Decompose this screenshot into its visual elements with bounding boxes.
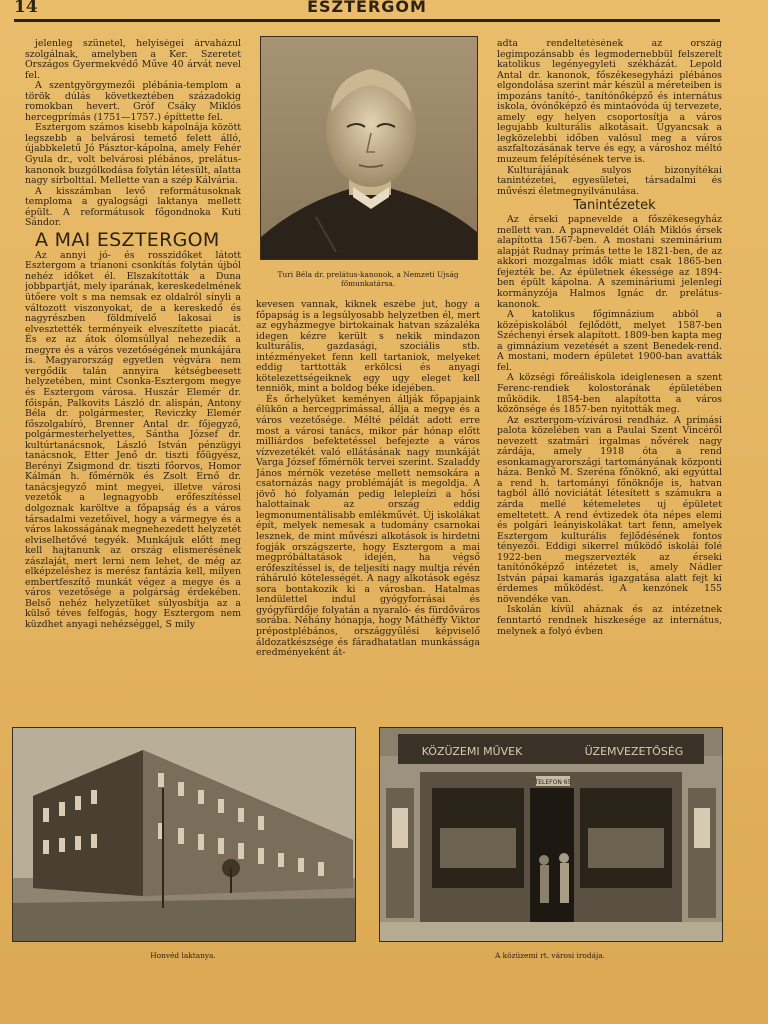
portrait-photo: [260, 36, 478, 260]
paragraph: Az érseki papnevelde a főszékesegyház mellett van. A papneveldét Oláh Miklós érsek alapította 1567-ben. A mostani szeminárium alapját Rudnay prímás tette le 1821-ben, de az akkori mozgalmas idők miatt csak 1865-ben fejezték be. Az épületnek ékessége az 1894-ben épült kápolna. A szemináriumi jelenlegi kormányzója Halmos Ignác dr. prelátus-kanonok.: [497, 214, 722, 310]
shop-photo: [379, 727, 723, 942]
page-header: [14, 0, 720, 20]
paragraph: Esztergom számos kisebb kápolnája között legszebb a belvárosi temető felett álló, újabbkeletű Jó Pásztor-kápolna, amely Fehér Gyula dr., volt belvárosi plébános, prelátus-kanonok buzgólkodása folytán létesült, alatta nagy sírbolttal. Mellette van a szép Kálvária.: [25, 122, 241, 187]
article-heading: A MAI ESZTERGOM: [35, 228, 220, 251]
sign-left: KÖZÜZEMI MŰVEK: [421, 745, 523, 758]
paragraph: jelenleg szünetel, helyiségei árvaházul szolgálnak, amelyben a Ker. Szeretet Országos Gyermekvédő Műve 40 árvát nevel fel.: [25, 39, 241, 81]
column-2: [256, 300, 480, 711]
paragraph: Az esztergom-vízivárosi rendház. A prímási palota közelében van a Paulai Szent Vincéről nevezett szatmári irgalmas nővérek nagy zárdája, amely 1918 óta a rend esonkamagyarországi tartományának központi háza. Benkő M. Szeréna főnöknő, aki egyúttal a rend h. tartományi főnöknője is, hatvan tagból álló noviciátát létesített s számukra a zárda mellé kétemeletes uj épületet emeltetett. A rend évtizedek óta népes elemi és polgári leányiskolákat tart fenn, amelyek Esztergom kulturális fejlődésének fontos tényezői. Eddigi sikerrel működő iskolái folé 1922-ben megszervezték az érseki tanítónőképző intézetet is, amely Nádler István pápai kamarás igazgatása alatt fejt ki érdemes működést. A kenzónek 155 növendéke van.: [497, 414, 722, 605]
paragraph: Az annyi jó- és rosszidőket látott Esztergom a trianoni csonkítás folytán újból nehéz időket él. Elszakították a Duna jobbpartját, mely iparának, kereskedelmének ütőere volt s ma nemsak ez oldalról sínyli a változott viszonyokat, de a kereskedő és nagyrészben földmívelő lakosai is elvesztették terményeik elveszítette piacát. És ez az átok ólomsúllyal nehezedik a megyre és a város vezetőségének munkájára is. Magyarország egyetlen végvára nem vergődik talán annyira kétségbeesett helyzetében, mint Csonka-Esztergom megye és Esztergom városa. Huszár Elemér dr. főispán, Palkovits László dr. alispán, Antony Béla dr. polgármester, Reviczky Elemér főszolgabíró, Brenner Antal dr. főjegyző, polgármesterhelyettes, Sántha József dr. kultúrtanácsnok, László István pénzügyi tanácsnok, Etter Jenő dr. tiszti főügyész, Berényi Zsigmond dr. tiszti főorvos, Homor Kálmán h. főmérnök és Zsolt Ernő dr. tanácsjegyző mint megyei, illetve városi vezetők a legnagyobb erőfeszítéssel dolgoznak karöltve a főpapság és a város társadalmi vezetőivel, hogy a vármegye és a város lakosságának megnehezedett helyzetét elviselhetővé tegyék. Munkájuk előtt meg kell hajtanunk az ország elismerésének zászlaját, mert lerni nem lehet, de még az elképzeléshez is merész fantázia kell, milyen embertfeszítő munkát végez a megye és a város vezetősége a polgárság érdekében. Belső nehéz helyzetüket súlyosbítja az a külső téves felfogás, hogy Esztergom nem küzdhet anyagi nehézséggel, S mily: [25, 249, 241, 630]
sign-phone: TELEFON 65: [534, 779, 572, 786]
page-title: ESZTERGOM: [307, 0, 427, 16]
paragraph: A községi főreáliskola ideiglenesen a szent Ferenc-rendiek kolostorának épületében működik. 1854-ben alapította a város közönsége és 1857-ben nyitották meg.: [497, 372, 722, 416]
page-number: 14: [14, 0, 38, 17]
column-1: [25, 39, 241, 711]
header-rule: [14, 19, 720, 22]
portrait-image: [261, 37, 477, 259]
paragraph: A katolikus főgimnázium abból a középiskolából fejlődött, melyet 1587-ben Széchenyi érsek alapított. 1809-ben kapta meg a gimnázium vezetését a szent Benedek-rend. A mostani, modern épületet 1900-ban avatták fel.: [497, 309, 722, 373]
paragraph: A kisszámban levő reformátusoknak temploma a gyalogsági laktanya mellett épült. A reformátusok főgondnoka Kuti Sándor.: [25, 185, 241, 229]
portrait-caption: Turi Béla dr. prelátus-kanonok, a Nemzeti Ujság főmunkatársa.: [277, 270, 459, 288]
barracks-caption: Honvéd laktanya.: [150, 951, 216, 960]
barracks-photo: [12, 727, 356, 942]
paragraph: kevesen vannak, kiknek eszébe jut, hogy a főpapság is a legsúlyosabb helyzetben él, mert az egyházmegye birtokainak hatvan százaléka idegen kézre került s nekik mindazon kulturális, gazdasági, szociális stb. intézményeket fenn kell tartaniok, melyeket eddig tarttották erkölcsi és anyagi kötelezettségeiknek egy ugy eleget kell tenniök, mint a boldog béke idejében.: [256, 300, 480, 395]
shop-caption: A közüzemi rt. városi irodája.: [494, 951, 606, 960]
paragraph: És őrhelyüket keményen állják főpapjaink élükön a hercegprímással, állja a megye és a város vezetősége. Mélté példát adott erre most a városi tanács, mikor pár hónap előtt milliárdos befektetéssel befejezte a város vízvezetékét való ellátásának nagy munkáját Varga József főmérnök tervei szerint. Szaladdy János mérnök vezetése mellett nemsokára a csatornázás nagy problémáját is megoldja. A jövő hó folyamán pedig lelepleízi a hősi halottainak az ország eddig legmonumentálisabb emlékművét. Új iskolákat épít, melyek nemesak a tudomány csarnokai lesznek, de mint művészi alkotások is hirdetni fogják országszerte, hogy Esztergom a mai megpróbáltatások idején, ha végső erőfeszítéssel is, de teljesíti nagy multja révén ráháruló kötelességét. A nagy alkotások egész sora bontakozik ki a városban. Hatalmas lendülettel indul gyógyforrásai és gyógyfürdője folyatán a nyaraló- és fürdőváros sorába. Néhány hónapja, hogy Máthéffy Viktor prépostplébános, országgyűlési képviselő áldozatkészsége és fáradhatatlan munkássága eredményeként át-: [256, 393, 480, 659]
barracks-image: [13, 728, 355, 941]
column-3: [497, 39, 722, 711]
paragraph: Iskolán kívül aháznak és az intézetnek fenntartó rendnek hiszkesége az internátus, melynek a folyó évben: [497, 604, 722, 637]
paragraph: A szentgyörgymezői plébánia-templom a török dúlás következtében századokig romokban hevert. Gróf Csáky Miklós hercegprímás (1751—1757.) építtette fel.: [25, 80, 241, 123]
shop-image: [380, 728, 722, 941]
sign-right: ÜZEMVEZETŐSÉG: [584, 745, 684, 758]
section-heading: Tanintézetek: [573, 198, 656, 214]
paragraph: adta rendeltetésének az ország legimpozánsabb és legmodernebbül felszerelt katolikus legényegyleti székházát. Lepold Antal dr. kanonok, főszékesegyházi plébános elgondolása szerint már készül a méreteiben is impozáns tanító-, tanítónőképző és internátus iskola, óvónőképző és mintaóvóda új tervezete, amely egy helyen csoportosítja a város legujabb kulturális alkotásait. Ugyancsak a legközelebbi időben valósul meg a város aszfaltozásának terve és egy, a városhoz méltó muzeum felépítésének terve is.: [497, 39, 722, 166]
paragraph: Kulturájának sulyos bizonyítékai tanintézetei, egyesületei, társadalmi és művészi életmegnyilvánulása.: [497, 164, 722, 197]
